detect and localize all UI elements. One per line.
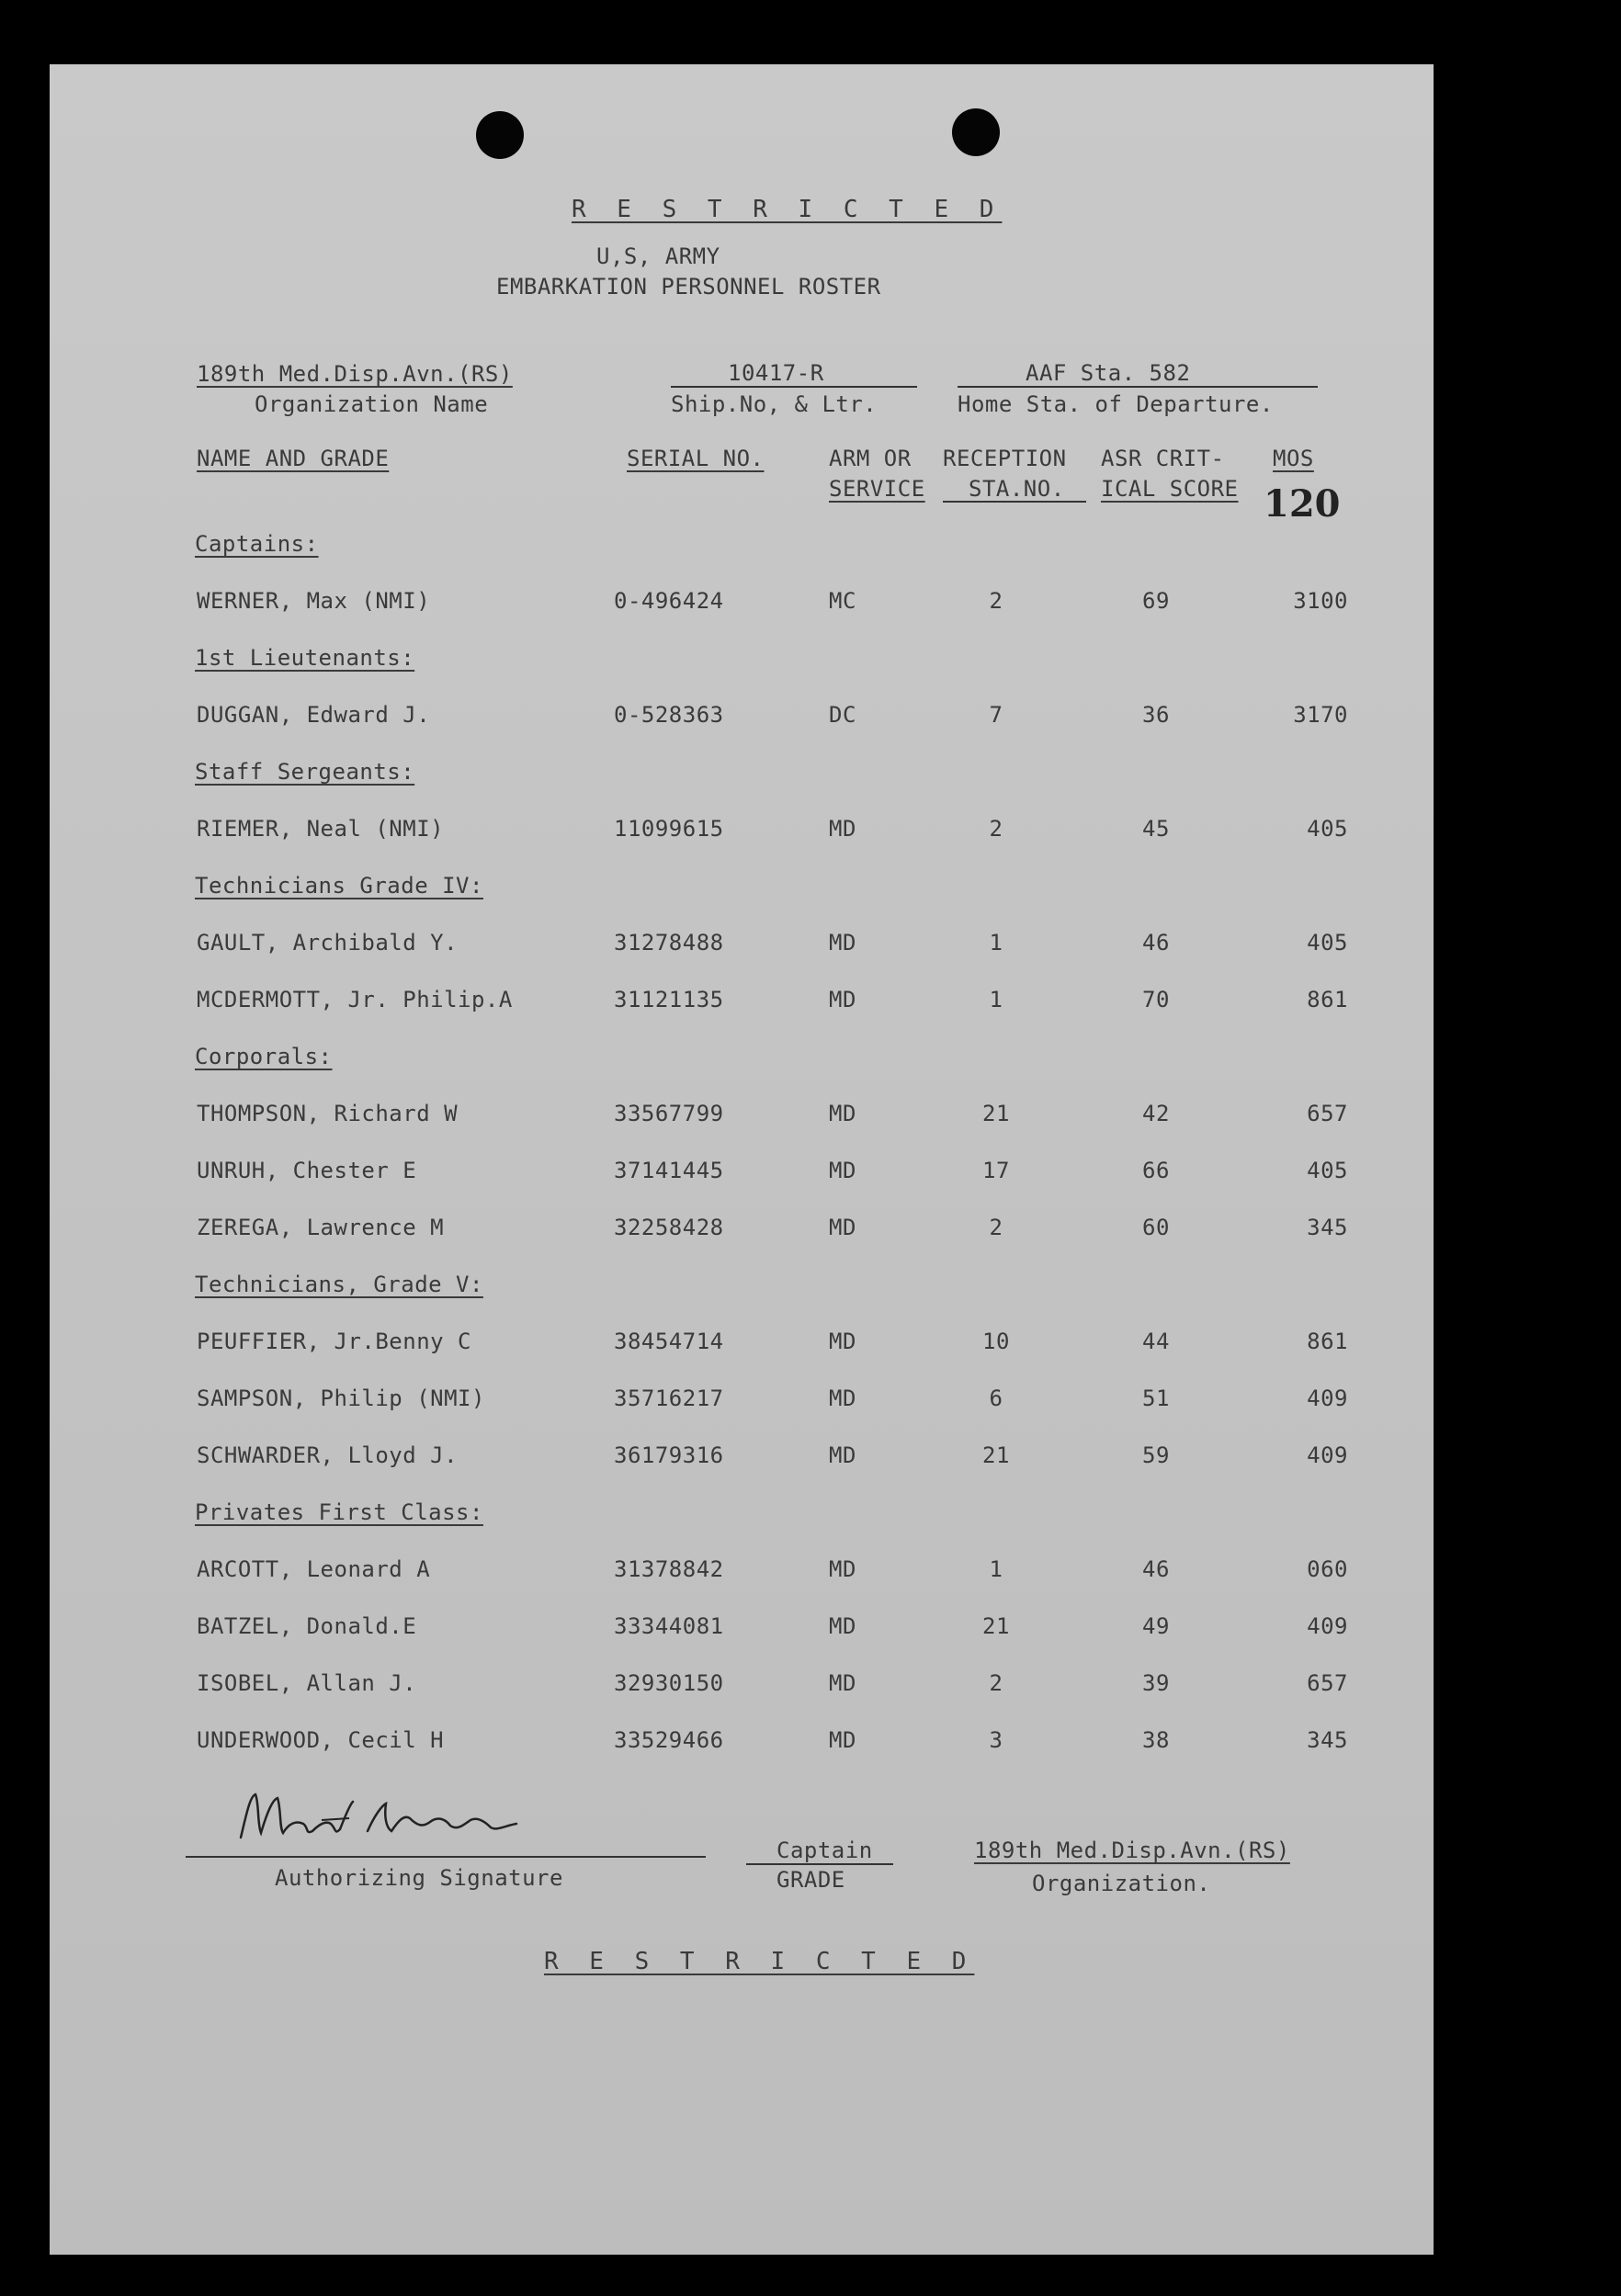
cell-arm: MD	[829, 1158, 856, 1183]
section-heading: Staff Sergeants:	[195, 759, 415, 785]
signature-label: Authorizing Signature	[275, 1865, 563, 1891]
cell-name: RIEMER, Neal (NMI)	[197, 816, 445, 842]
cell-reception: 10	[982, 1329, 1010, 1354]
army-heading: U,S, ARMY	[596, 243, 720, 269]
cell-mos: 345	[1307, 1215, 1348, 1240]
cell-asr: 49	[1142, 1613, 1170, 1639]
cell-reception: 2	[989, 588, 1003, 614]
cell-serial: 31378842	[614, 1556, 724, 1582]
restricted-header: R E S T R I C T E D	[572, 196, 1003, 223]
cell-asr: 45	[1142, 816, 1170, 842]
cell-serial: 33344081	[614, 1613, 724, 1639]
cell-reception: 21	[982, 1613, 1010, 1639]
cell-arm: MD	[829, 1556, 856, 1582]
cell-name: BATZEL, Donald.E	[197, 1613, 417, 1639]
ship-value: 10417-R	[728, 360, 824, 386]
cell-reception: 2	[989, 816, 1003, 842]
col-reception-line1: RECEPTION	[943, 446, 1067, 471]
cell-asr: 69	[1142, 588, 1170, 614]
roster-title: EMBARKATION PERSONNEL ROSTER	[496, 274, 881, 300]
cell-mos: 405	[1307, 930, 1348, 956]
cell-mos: 409	[1307, 1442, 1348, 1468]
cell-serial: 32258428	[614, 1215, 724, 1240]
cell-name: WERNER, Max (NMI)	[197, 588, 431, 614]
cell-serial: 0-496424	[614, 588, 724, 614]
cell-mos: 409	[1307, 1613, 1348, 1639]
cell-asr: 70	[1142, 987, 1170, 1012]
cell-arm: MD	[829, 1215, 856, 1240]
cell-serial: 11099615	[614, 816, 724, 842]
cell-arm: DC	[829, 702, 856, 728]
col-reception-line2: STA.NO.	[969, 476, 1065, 502]
grade-label: GRADE	[776, 1867, 845, 1893]
cell-arm: MD	[829, 930, 856, 956]
cell-mos: 657	[1307, 1101, 1348, 1126]
cell-name: ZEREGA, Lawrence M	[197, 1215, 445, 1240]
cell-arm: MD	[829, 1386, 856, 1411]
organization-value: 189th Med.Disp.Avn.(RS)	[197, 361, 513, 387]
cell-mos: 3170	[1293, 702, 1348, 728]
home-station-value: AAF Sta. 582	[1026, 360, 1191, 386]
cell-serial: 33567799	[614, 1101, 724, 1126]
cell-name: PEUFFIER, Jr.Benny C	[197, 1329, 471, 1354]
ship-label: Ship.No, & Ltr.	[671, 391, 878, 417]
cell-arm: MD	[829, 1727, 856, 1753]
cell-arm: MC	[829, 588, 856, 614]
cell-asr: 66	[1142, 1158, 1170, 1183]
cell-arm: MD	[829, 1613, 856, 1639]
cell-arm: MD	[829, 1101, 856, 1126]
organization-label: Organization Name	[255, 391, 489, 417]
col-arm-line1: ARM OR	[829, 446, 912, 471]
cell-mos: 405	[1307, 1158, 1348, 1183]
cell-name: UNRUH, Chester E	[197, 1158, 417, 1183]
cell-serial: 32930150	[614, 1670, 724, 1696]
organization-footer-label: Organization.	[1032, 1871, 1211, 1896]
col-serial: SERIAL NO.	[627, 446, 765, 471]
cell-asr: 36	[1142, 702, 1170, 728]
cell-arm: MD	[829, 987, 856, 1012]
col-mos: MOS	[1273, 446, 1314, 471]
cell-asr: 59	[1142, 1442, 1170, 1468]
cell-reception: 1	[989, 987, 1003, 1012]
cell-arm: MD	[829, 816, 856, 842]
cell-name: SAMPSON, Philip (NMI)	[197, 1386, 485, 1411]
cell-serial: 36179316	[614, 1442, 724, 1468]
cell-name: ISOBEL, Allan J.	[197, 1670, 417, 1696]
cell-mos: 060	[1307, 1556, 1348, 1582]
cell-serial: 33529466	[614, 1727, 724, 1753]
cell-reception: 21	[982, 1101, 1010, 1126]
section-heading: 1st Lieutenants:	[195, 645, 415, 671]
home-station-label: Home Sta. of Departure.	[958, 391, 1274, 417]
cell-serial: 31278488	[614, 930, 724, 956]
cell-reception: 6	[989, 1386, 1003, 1411]
col-arm-line2: SERVICE	[829, 476, 925, 502]
cell-serial: 37141445	[614, 1158, 724, 1183]
cell-name: MCDERMOTT, Jr. Philip.A	[197, 987, 513, 1012]
cell-reception: 1	[989, 1556, 1003, 1582]
section-heading: Captains:	[195, 531, 319, 557]
cell-reception: 3	[989, 1727, 1003, 1753]
cell-mos: 861	[1307, 1329, 1348, 1354]
cell-mos: 657	[1307, 1670, 1348, 1696]
cell-asr: 38	[1142, 1727, 1170, 1753]
cell-reception: 2	[989, 1215, 1003, 1240]
cell-asr: 39	[1142, 1670, 1170, 1696]
signature-mark	[230, 1787, 561, 1851]
col-asr-line1: ASR CRIT-	[1101, 446, 1225, 471]
punch-hole-left	[476, 111, 524, 159]
cell-name: UNDERWOOD, Cecil H	[197, 1727, 445, 1753]
col-asr-line2: ICAL SCORE	[1101, 476, 1239, 502]
grade-value: Captain	[776, 1838, 873, 1863]
section-heading: Technicians, Grade V:	[195, 1272, 483, 1297]
section-heading: Corporals:	[195, 1044, 333, 1069]
cell-asr: 46	[1142, 930, 1170, 956]
cell-mos: 861	[1307, 987, 1348, 1012]
organization-footer-value: 189th Med.Disp.Avn.(RS)	[974, 1838, 1290, 1863]
mos-note: 120	[1264, 482, 1341, 526]
cell-mos: 3100	[1293, 588, 1348, 614]
cell-serial: 35716217	[614, 1386, 724, 1411]
cell-reception: 7	[989, 702, 1003, 728]
cell-mos: 409	[1307, 1386, 1348, 1411]
cell-reception: 21	[982, 1442, 1010, 1468]
cell-serial: 38454714	[614, 1329, 724, 1354]
cell-name: SCHWARDER, Lloyd J.	[197, 1442, 459, 1468]
cell-name: GAULT, Archibald Y.	[197, 930, 459, 956]
cell-mos: 345	[1307, 1727, 1348, 1753]
cell-asr: 46	[1142, 1556, 1170, 1582]
cell-asr: 44	[1142, 1329, 1170, 1354]
roster-page	[50, 64, 1434, 2255]
section-heading: Privates First Class:	[195, 1499, 483, 1525]
cell-arm: MD	[829, 1670, 856, 1696]
cell-asr: 42	[1142, 1101, 1170, 1126]
cell-arm: MD	[829, 1442, 856, 1468]
cell-asr: 51	[1142, 1386, 1170, 1411]
cell-mos: 405	[1307, 816, 1348, 842]
cell-serial: 0-528363	[614, 702, 724, 728]
cell-asr: 60	[1142, 1215, 1170, 1240]
cell-serial: 31121135	[614, 987, 724, 1012]
cell-reception: 17	[982, 1158, 1010, 1183]
section-heading: Technicians Grade IV:	[195, 873, 483, 899]
cell-reception: 2	[989, 1670, 1003, 1696]
cell-reception: 1	[989, 930, 1003, 956]
col-name-grade: NAME AND GRADE	[197, 446, 390, 471]
cell-arm: MD	[829, 1329, 856, 1354]
cell-name: DUGGAN, Edward J.	[197, 702, 431, 728]
punch-hole-right	[952, 108, 1000, 156]
cell-name: THOMPSON, Richard W	[197, 1101, 459, 1126]
cell-name: ARCOTT, Leonard A	[197, 1556, 431, 1582]
restricted-footer: R E S T R I C T E D	[544, 1948, 975, 1975]
